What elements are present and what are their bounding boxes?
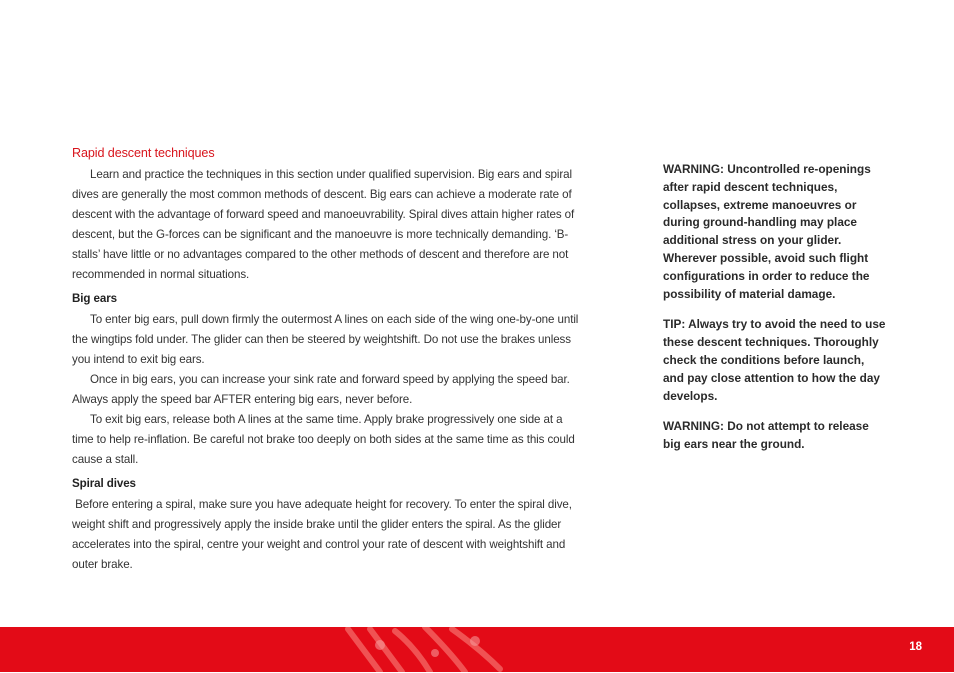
paraglider-wing-graphic bbox=[340, 627, 520, 672]
tip-note: TIP: Always try to avoid the need to use these descent techniques. Thoroughly check the conditions before launch, and pay close attention to how the day develops. bbox=[663, 317, 886, 403]
warning-note-big-ears: WARNING: Do not attempt to release big ears near the ground. bbox=[663, 419, 869, 452]
big-ears-paragraph-3: To exit big ears, release both A lines at the same time. Apply brake progressively one side at a time to help re-inflation. Be careful not brake too deeply on both sides at the same time as this could cause a stall. bbox=[72, 413, 575, 466]
page-number: 18 bbox=[909, 641, 922, 653]
big-ears-heading: Big ears bbox=[72, 292, 117, 305]
big-ears-paragraph-2: Once in big ears, you can increase your sink rate and forward speed by applying the speed bar. Always apply the speed bar AFTER entering big ears, never before. bbox=[72, 373, 570, 406]
big-ears-paragraph-1: To enter big ears, pull down firmly the outermost A lines on each side of the wing one-by-one until the wingtips fold under. The glider can then be steered by weightshift. Do not use the brakes unless you intend to exit big ears. bbox=[72, 313, 579, 366]
main-content bbox=[72, 145, 584, 575]
intro-paragraph: Learn and practice the techniques in this section under qualified supervision. Big ears and spiral dives are generally the most common methods of descent. Big ears can achieve a moderate rate of descent with the advantage of forward speed and manoeuvrability. Spiral dives attain higher rates of descent, but the G-forces can be significant and the manoeuvre is more technically demanding. ‘B-stalls’ have little or no advantages compared to the other methods of descent and therefore are not recommended in normal situations. bbox=[72, 168, 575, 281]
section-title: Rapid descent techniques bbox=[72, 146, 215, 160]
warning-note-reopenings: WARNING: Uncontrolled re-openings after rapid descent techniques, collapses, extreme manoeuvres or during ground-handling may place additional stress on your glider. Wherever possible, avoid such flight configurations in order to reduce the possibility of material damage. bbox=[663, 162, 871, 301]
sidebar-notes bbox=[663, 161, 888, 467]
footer-band bbox=[0, 627, 954, 672]
spiral-dives-paragraph: Before entering a spiral, make sure you have adequate height for recovery. To enter the spiral dive, weight shift and progressively apply the inside brake until the glider enters the spiral. As the glider accelerates into the spiral, centre your weight and control your rate of descent with weightshift and outer brake. bbox=[72, 498, 576, 571]
spiral-dives-heading: Spiral dives bbox=[72, 477, 136, 490]
